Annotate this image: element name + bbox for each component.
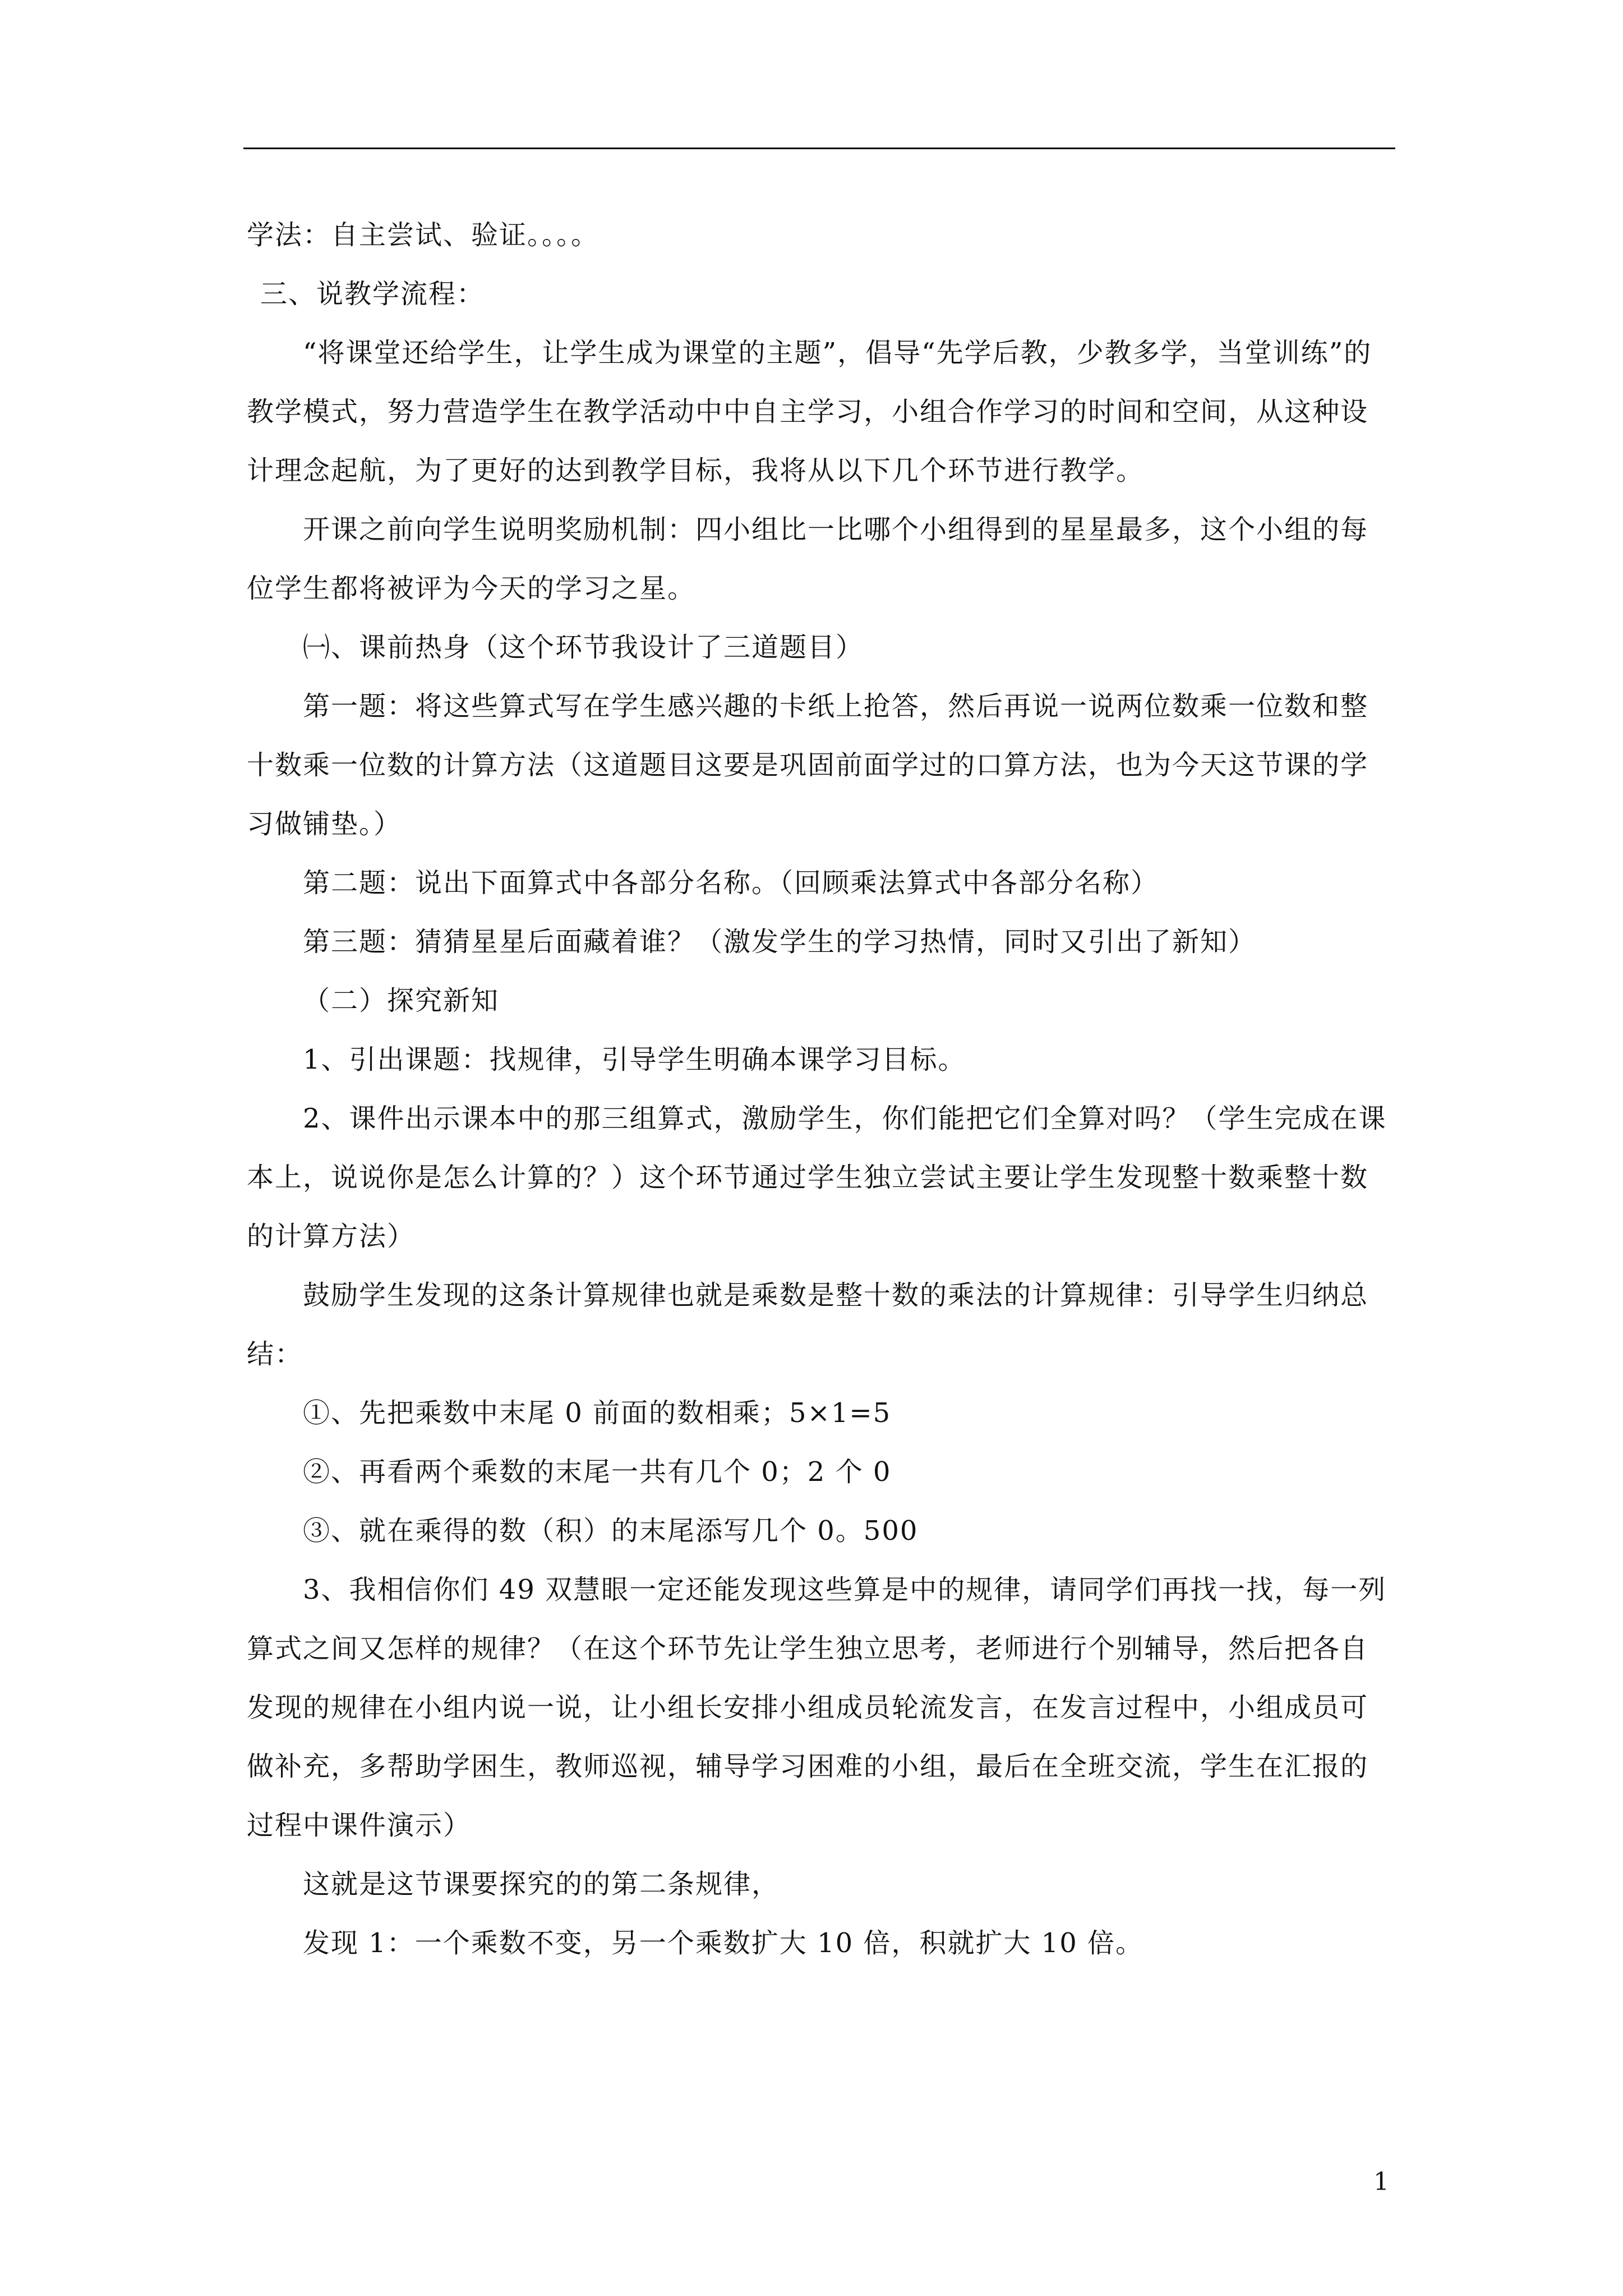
subheading-explore-new-knowledge: （二）探究新知: [303, 985, 500, 1016]
paragraph-reward-mechanism: 开课之前向学生说明奖励机制：四小组比一比哪个小组得到的星星最多，这个小组的每位学生都将被评为今天的学习之星。: [247, 514, 1369, 604]
paragraph-question-one: 第一题：将这些算式写在学生感兴趣的卡纸上抢答，然后再说一说两位数乘一位数和整十数乘一位数的计算方法（这道题目这要是巩固前面学过的口算方法，也为今天这节课的学习做铺垫。）: [247, 691, 1369, 840]
list-item-rule-2: ②、再看两个乘数的末尾一共有几个 0；2 个 0: [303, 1456, 892, 1488]
list-item-rule-3: ③、就在乘得的数（积）的末尾添写几个 0。500: [303, 1515, 919, 1547]
subheading-warm-up: ㈠、课前热身（这个环节我设计了三道题目）: [303, 632, 864, 663]
paragraph-step-three: 3、我相信你们 49 双慧眼一定还能发现这些算是中的规律，请同学们再找一找，每一列算式之间又怎样的规律？（在这个环节先让学生独立思考，老师进行个别辅导，然后把各自发现的规律在小组内说一说，让小组长安排小组成员轮流发言，在发言过程中，小组成员可做补充，多帮助学困生，教师巡视，辅导学习困难的小组，最后在全班交流，学生在汇报的过程中课件演示）: [247, 1574, 1387, 1841]
paragraph-rule-summary: 鼓励学生发现的这条计算规律也就是乘数是整十数的乘法的计算规律：引导学生归纳总结：: [247, 1280, 1369, 1370]
section-heading-teaching-process: 三、说教学流程：: [260, 278, 485, 310]
paragraph-step-one: 1、引出课题：找规律，引导学生明确本课学习目标。: [303, 1044, 966, 1075]
page-number: 1: [1373, 2168, 1389, 2196]
paragraph-question-three: 第三题：猜猜星星后面藏着谁？（激发学生的学习热情，同时又引出了新知）: [303, 926, 1257, 958]
paragraph-teaching-model: “将课堂还给学生，让学生成为课堂的主题”，倡导“先学后教，少教多学，当堂训练”的教学模式，努力营造学生在教学活动中中自主学习，小组合作学习的时间和空间，从这种设计理念起航，为了更好的达到教学目标，我将从以下几个环节进行教学。: [247, 337, 1372, 486]
paragraph-discovery-one: 发现 1：一个乘数不变，另一个乘数扩大 10 倍，积就扩大 10 倍。: [303, 1927, 1144, 1959]
document-body: [247, 206, 1394, 1973]
paragraph-study-method: 学法：自主尝试、验证。。。。: [247, 219, 600, 251]
paragraph-second-rule: 这就是这节课要探究的的第二条规律，: [303, 1869, 780, 1900]
list-item-rule-1: ①、先把乘数中末尾 0 前面的数相乘；5×1=5: [303, 1397, 892, 1429]
paragraph-question-two: 第二题：说出下面算式中各部分名称。（回顾乘法算式中各部分名称）: [303, 867, 1159, 899]
header-rule: [243, 148, 1395, 149]
paragraph-step-two: 2、课件出示课本中的那三组算式，激励学生，你们能把它们全算对吗？（学生完成在课本上，说说你是怎么计算的？）这个环节通过学生独立尝试主要让学生发现整十数乘整十数的计算方法）: [247, 1103, 1387, 1252]
